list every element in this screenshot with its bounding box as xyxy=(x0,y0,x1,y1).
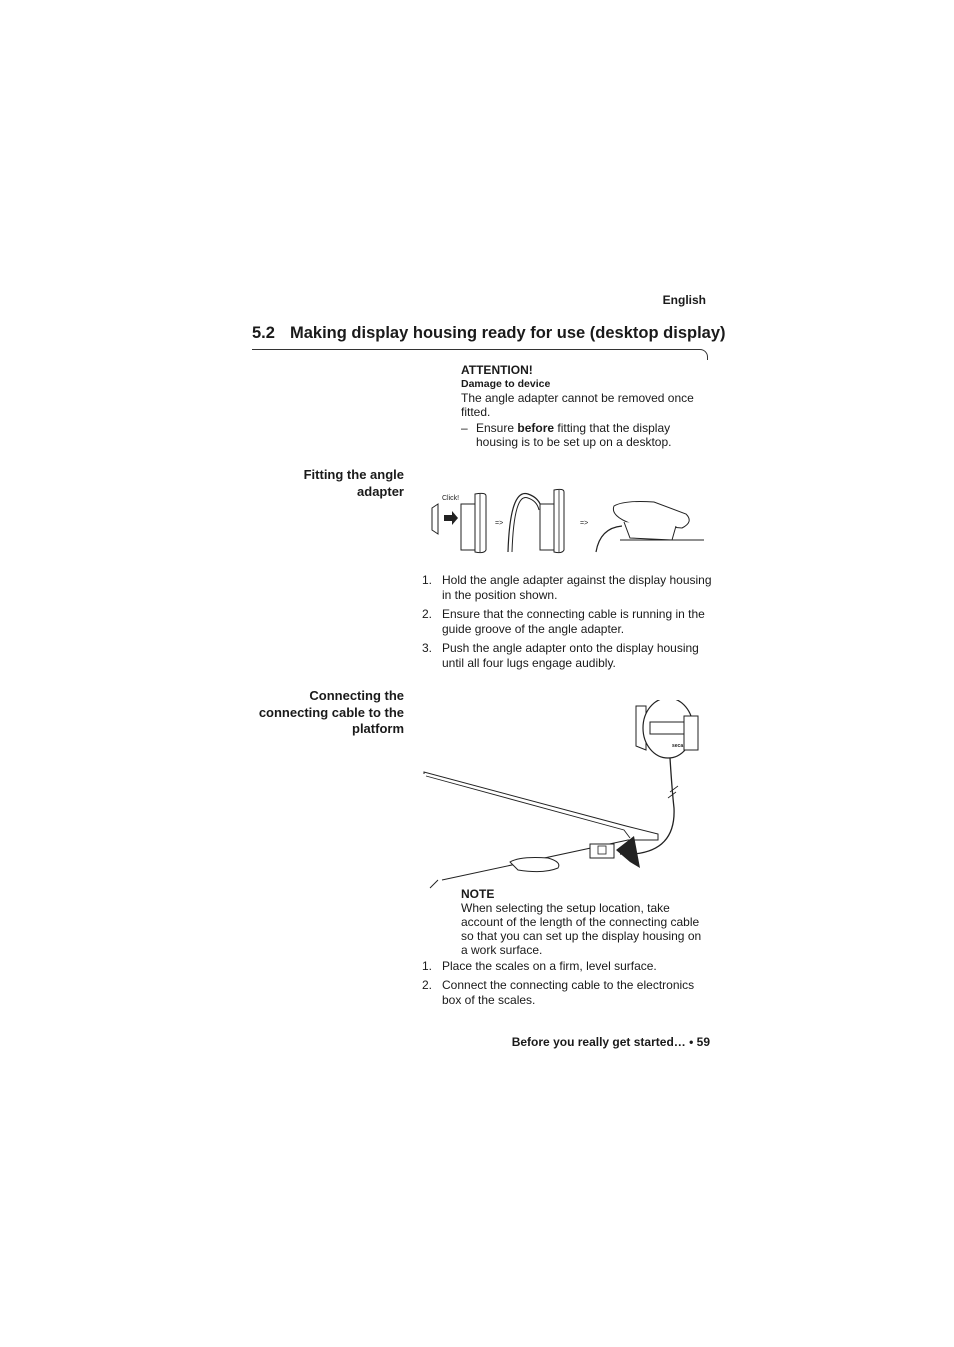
step-text: Hold the angle adapter against the display housing in the position shown. xyxy=(442,573,712,602)
bullet-post: fitting that the display housing is to be set up on a desktop. xyxy=(476,421,672,449)
attention-text: The angle adapter cannot be removed once fitted. xyxy=(461,391,694,419)
connecting-heading-line1: Connecting the xyxy=(309,688,404,703)
connecting-heading xyxy=(230,688,404,738)
bullet-text xyxy=(476,421,711,449)
housing-side-icon xyxy=(540,504,554,550)
attention-subtitle: Damage to device xyxy=(461,378,551,390)
fitting-figure xyxy=(424,482,710,554)
brand-label: seca xyxy=(672,743,684,749)
step-text: Push the angle adapter onto the display housing until all four lugs engage audibly. xyxy=(442,641,699,670)
note-label: NOTE xyxy=(461,887,495,901)
page-footer: Before you really get started… • 59 xyxy=(511,1035,710,1049)
attention-bullet xyxy=(461,421,711,449)
cable-icon xyxy=(508,493,542,552)
fitting-heading xyxy=(230,467,404,500)
attention-label: ATTENTION! xyxy=(461,363,533,377)
step-text: Ensure that the connecting cable is running in the guide groove of the angle adapter. xyxy=(442,607,705,636)
list-item xyxy=(422,573,712,603)
note-box xyxy=(461,887,709,957)
step-number: 2. xyxy=(422,607,433,621)
section-rule xyxy=(252,349,700,350)
step-number: 1. xyxy=(422,573,433,587)
step-number: 2. xyxy=(422,978,433,992)
insert-arrow-icon xyxy=(616,836,640,868)
list-item xyxy=(422,959,712,974)
step-arrow-1: => xyxy=(495,520,504,527)
display-screen-icon xyxy=(650,722,684,734)
connecting-heading-line2: connecting cable to the xyxy=(258,704,404,720)
attention-box xyxy=(461,363,711,449)
bullet-emph: before xyxy=(517,421,555,435)
bullet-pre: Ensure xyxy=(476,421,518,435)
section-title: Making display housing ready for use (desktop display) xyxy=(290,324,726,342)
housing-front-icon xyxy=(475,493,486,552)
push-arrow-icon xyxy=(444,511,458,525)
fitting-steps xyxy=(422,573,712,675)
fitting-heading-line2: adapter xyxy=(357,483,404,499)
platform-foot-icon xyxy=(510,858,559,872)
bullet-dash: – xyxy=(461,421,468,435)
adapter-piece-icon xyxy=(432,504,438,534)
connecting-figure xyxy=(420,700,710,890)
step-text: Connect the connecting cable to the electronics box of the scales. xyxy=(442,978,695,1007)
housing-side-icon xyxy=(461,504,475,550)
list-item xyxy=(422,978,712,1008)
click-label: Click! xyxy=(442,495,460,502)
step-arrow-2: => xyxy=(580,520,589,527)
note-text: When selecting the setup location, take account of the length of the connecting cable so that you can set up the display housing on a work surface. xyxy=(461,901,702,957)
section-number: 5.2 xyxy=(252,324,275,342)
step-text: Place the scales on a firm, level surface. xyxy=(442,959,657,973)
fitting-heading-line1: Fitting the angle xyxy=(303,467,404,482)
step-number: 1. xyxy=(422,959,433,973)
step-number: 3. xyxy=(422,641,433,655)
language-label: English xyxy=(662,293,706,307)
list-item xyxy=(422,607,712,637)
connecting-steps xyxy=(422,959,712,1012)
list-item xyxy=(422,641,712,671)
connecting-heading-line3: platform xyxy=(352,721,404,736)
section-rule-hook xyxy=(699,349,708,360)
